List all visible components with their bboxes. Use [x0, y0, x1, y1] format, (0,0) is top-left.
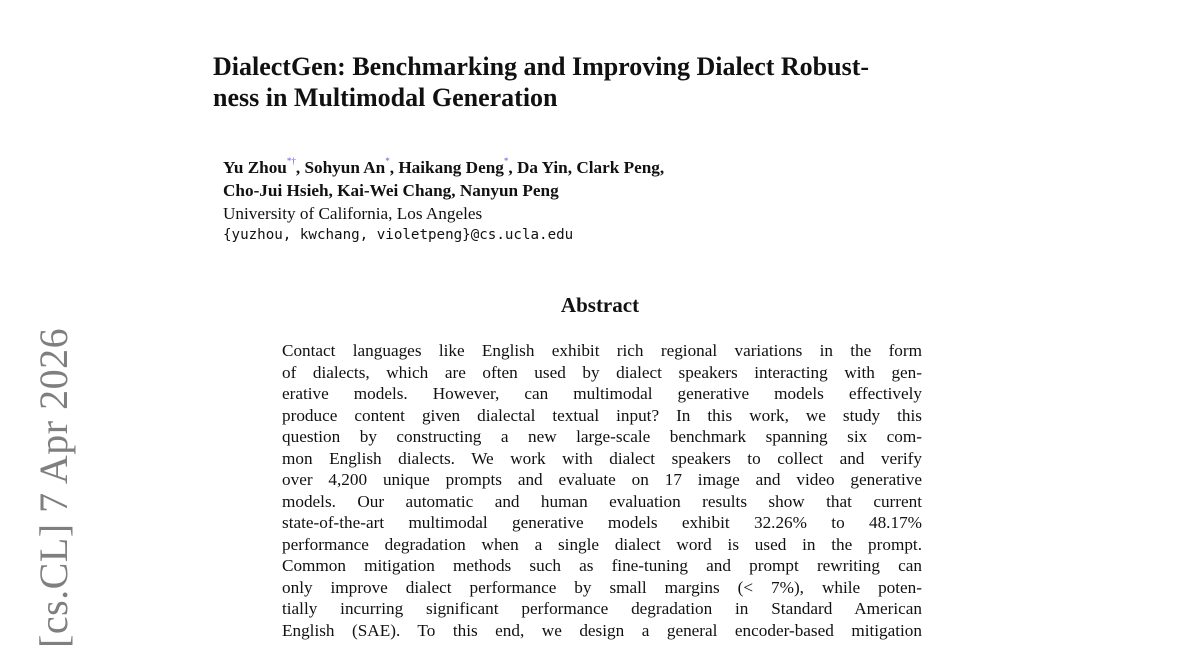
author-separator: ,	[508, 158, 517, 177]
abstract-line: produce content given dialectal textual input? In this work, we study this	[282, 405, 922, 425]
author-list-line-1	[223, 150, 923, 179]
author-list-line-2: Cho-Jui Hsieh, Kai-Wei Chang, Nanyun Peng	[223, 181, 559, 200]
paper-title	[213, 51, 1003, 113]
abstract-line: over 4,200 unique prompts and evaluate on 17 image and video generative	[282, 470, 922, 489]
author-name: Haikang Deng	[398, 158, 504, 177]
abstract-line: Contact languages like English exhibit rich regional variations in the form	[282, 341, 922, 360]
abstract-heading: Abstract	[560, 293, 640, 317]
abstract-line: erative models. However, can multimodal generative models effectively	[282, 384, 922, 403]
affiliation: University of California, Los Angeles	[223, 204, 483, 223]
author-separator: ,	[659, 158, 665, 177]
author-name: Clark Peng	[576, 158, 660, 177]
author-name: Sohyun An	[304, 158, 386, 177]
abstract-line: English (SAE). To this end, we design a general encoder-based mitigation	[282, 620, 922, 640]
abstract-line: question by constructing a new large-scale benchmark spanning six com-	[282, 427, 922, 446]
author-separator: ,	[295, 158, 305, 177]
abstract-line: performance degradation when a single dialect word is used in the prompt.	[282, 534, 922, 554]
abstract-body	[282, 340, 922, 641]
author-affiliation-mark: *	[503, 156, 509, 166]
email-address[interactable]: {yuzhou, kwchang, violetpeng}@cs.ucla.edu	[223, 227, 574, 243]
title-line: DialectGen: Benchmarking and Improving Dialect Robust-	[213, 52, 870, 81]
author-separator: ,	[567, 158, 577, 177]
abstract-line: tially incurring significant performance degradation in Standard American	[282, 599, 922, 618]
author-affiliation-mark: *	[385, 156, 390, 166]
abstract-line: of dialects, which are often used by dialect speakers interacting with gen-	[282, 362, 922, 382]
abstract-line: Common mitigation methods such as fine-tuning and prompt rewriting can	[282, 556, 922, 575]
author-name: Da Yin	[516, 158, 568, 177]
abstract-line: only improve dialect performance by small margins (< 7%), while poten-	[282, 577, 922, 597]
abstract-line: mon English dialects. We work with dialect speakers to collect and verify	[282, 448, 922, 468]
author-separator: ,	[389, 158, 399, 177]
author-affiliation-mark: *†	[286, 156, 296, 166]
author-name: Yu Zhou	[223, 158, 287, 177]
abstract-line: models. Our automatic and human evaluation results show that current	[282, 491, 922, 511]
arxiv-sidebar-stamp: [cs.CL] 7 Apr 2026	[31, 327, 76, 648]
abstract-line: state-of-the-art multimodal generative models exhibit 32.26% to 48.17%	[282, 513, 922, 532]
title-line: ness in Multimodal Generation	[213, 83, 558, 112]
author-block	[223, 150, 923, 245]
